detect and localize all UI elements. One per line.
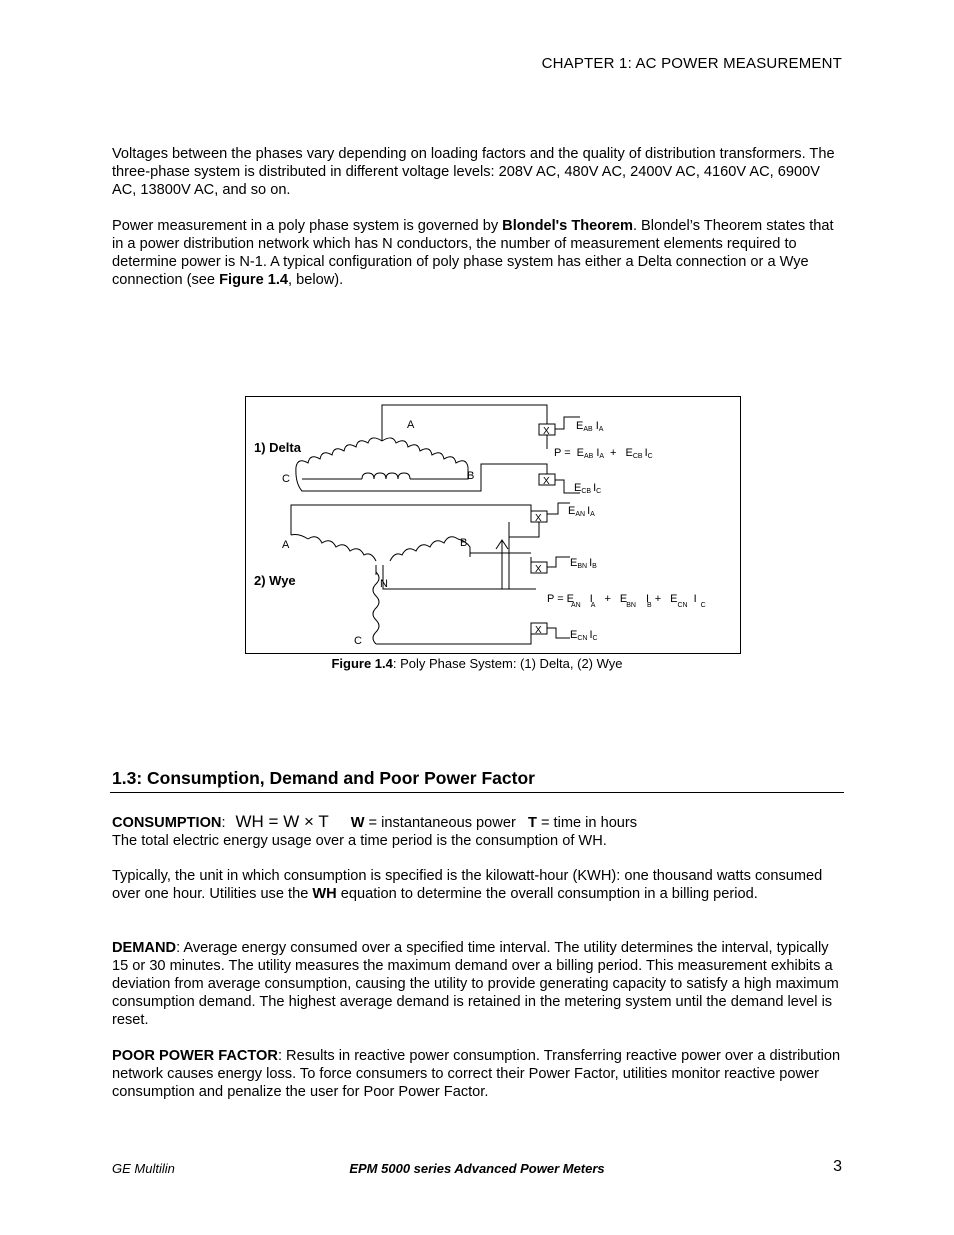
- ppf-label: POOR POWER FACTOR: [112, 1048, 278, 1064]
- text-run: Power measurement in a poly phase system is governed by: [112, 218, 503, 234]
- consumption-label: CONSUMPTION: [112, 815, 222, 831]
- meter-wye-bn-label: X: [535, 564, 542, 575]
- delta-label: 1) Delta: [254, 440, 301, 455]
- wye-meter-an-wire: [547, 503, 570, 514]
- wye-coil-b-n: [390, 537, 458, 561]
- wh-formula: WH = W × T: [235, 812, 329, 831]
- wye-wire-c: [376, 633, 531, 644]
- wye-node-c: C: [354, 635, 362, 647]
- delta-coil-c-b: [362, 473, 410, 479]
- label-ebn-ib: EBN IB: [570, 557, 597, 570]
- figure-caption: [0, 656, 954, 671]
- section-title: 1.3: Consumption, Demand and Poor Power Factor: [112, 768, 535, 788]
- delta-node-a: A: [407, 419, 415, 431]
- delta-wire-cb: [302, 467, 468, 479]
- demand-definition: : Average energy consumed over a specified time interval. The utility determines the interval, typically 15 or 30 minutes. The utility measures the maximum demand over a billing period. This measurement exhibits a deviation from average consumption, causing the utility to provide generating capacity to satisfy a high maximum consumption demand. The highest average demand is retained in the metering system until the demand level is reset.: [112, 940, 839, 1028]
- blondel-theorem-bold: Blondel's Theorem: [502, 218, 633, 234]
- meter-wye-cn-label: X: [535, 625, 542, 636]
- text-run: . Blondel’s Theorem states that in a power distribution network which has N conductors, the number of measurement elements required to determine power is N-1. A typical configuration of poly phase system has either a Delta connection or a Wye connection (see: [112, 218, 834, 288]
- poly-phase-diagram: [246, 397, 742, 655]
- text-run: Typically, the unit in which consumption is specified is the kilowatt-hour (KWH): one thousand watts consumed over one hour. Utilities use the: [112, 868, 823, 902]
- delta-wire-c: [296, 464, 547, 491]
- wye-node-n: N: [380, 578, 388, 590]
- label-ean-ia: EAN IA: [568, 505, 595, 518]
- w-definition: = instantaneous power: [364, 815, 528, 831]
- text-run: equation to determine the overall consumption in a billing period.: [336, 886, 758, 902]
- label-eab-ia: EAB IA: [576, 420, 604, 433]
- wye-power-equation: P = E ANI A+ EBNI $B+ E_{CN}I_C$: [547, 593, 706, 609]
- caption-bold: Figure 1.4: [331, 656, 393, 671]
- wye-label: 2) Wye: [254, 573, 296, 588]
- meter-delta-cb-label: X: [543, 476, 550, 487]
- delta-coil-a-b: [382, 438, 468, 467]
- wye-wire-b: [458, 539, 531, 553]
- wye-meter-cn-wire: [547, 628, 570, 638]
- demand-label: DEMAND: [112, 940, 177, 956]
- ppf-definition: : Results in reactive power consumption. Transferring reactive power over a distribution network causes energy loss. To force consumers to correct their Power Factor, utilities monitor reactive power consumption and penalize the user for Poor Power Factor.: [112, 1048, 841, 1100]
- figure-ref-bold: Figure 1.4: [219, 272, 289, 288]
- wye-node-a: A: [282, 539, 290, 551]
- t-definition: = time in hours: [536, 815, 638, 831]
- caption-text: : Poly Phase System: (1) Delta, (2) Wye: [392, 656, 623, 671]
- wye-coil-a-n: [308, 537, 376, 561]
- demand-paragraph: [112, 939, 847, 1029]
- intro-paragraph-voltages: Voltages between the phases vary depending on loading factors and the quality of distribution transformers. The three-phase system is distributed in different voltage levels: 208V AC, 480V AC, 2400V AC, 4160V AC, 6900V AC, 13800V AC, and so on.: [112, 146, 835, 198]
- delta-power-equation: P = EAB IA + ECB IC: [554, 447, 653, 460]
- poor-power-factor-paragraph: [112, 1047, 847, 1101]
- footer-company: GE Multilin: [112, 1161, 175, 1176]
- page-number: 3: [833, 1158, 842, 1175]
- label-ecb-ic: ECB IC: [574, 482, 602, 495]
- intro-paragraph-blondel: [112, 217, 847, 289]
- wye-wire-bus: [470, 522, 509, 589]
- delta-node-b: B: [467, 470, 475, 482]
- label-ecn-ic: ECN IC: [570, 629, 598, 642]
- wye-meter-an-bus: [509, 522, 539, 537]
- delta-node-c: C: [282, 473, 290, 485]
- footer-product: EPM 5000 series Advanced Power Meters: [349, 1161, 605, 1176]
- consumption-definition: The total electric energy usage over a time period is the consumption of WH.: [112, 833, 607, 849]
- kwh-paragraph: [112, 867, 847, 903]
- wye-coil-c-n: [373, 572, 379, 644]
- delta-coil-a-c: [296, 438, 382, 467]
- colon: :: [221, 815, 226, 831]
- consumption-paragraph: [112, 813, 847, 850]
- wye-wire-a: [291, 505, 531, 535]
- section-divider: [110, 792, 844, 793]
- text-run: , below).: [288, 272, 344, 288]
- poly-phase-figure: [245, 396, 741, 654]
- chapter-header: CHAPTER 1: AC POWER MEASUREMENT: [541, 55, 842, 72]
- t-symbol: T: [527, 815, 537, 831]
- meter-wye-an-label: X: [535, 513, 542, 524]
- wh-bold: WH: [312, 886, 337, 902]
- wye-wire-a-start: [291, 535, 308, 540]
- meter-delta-ab-label: X: [543, 426, 550, 437]
- w-symbol: W: [350, 815, 365, 831]
- wye-wire-n: [376, 565, 536, 589]
- wye-node-b: B: [460, 537, 468, 549]
